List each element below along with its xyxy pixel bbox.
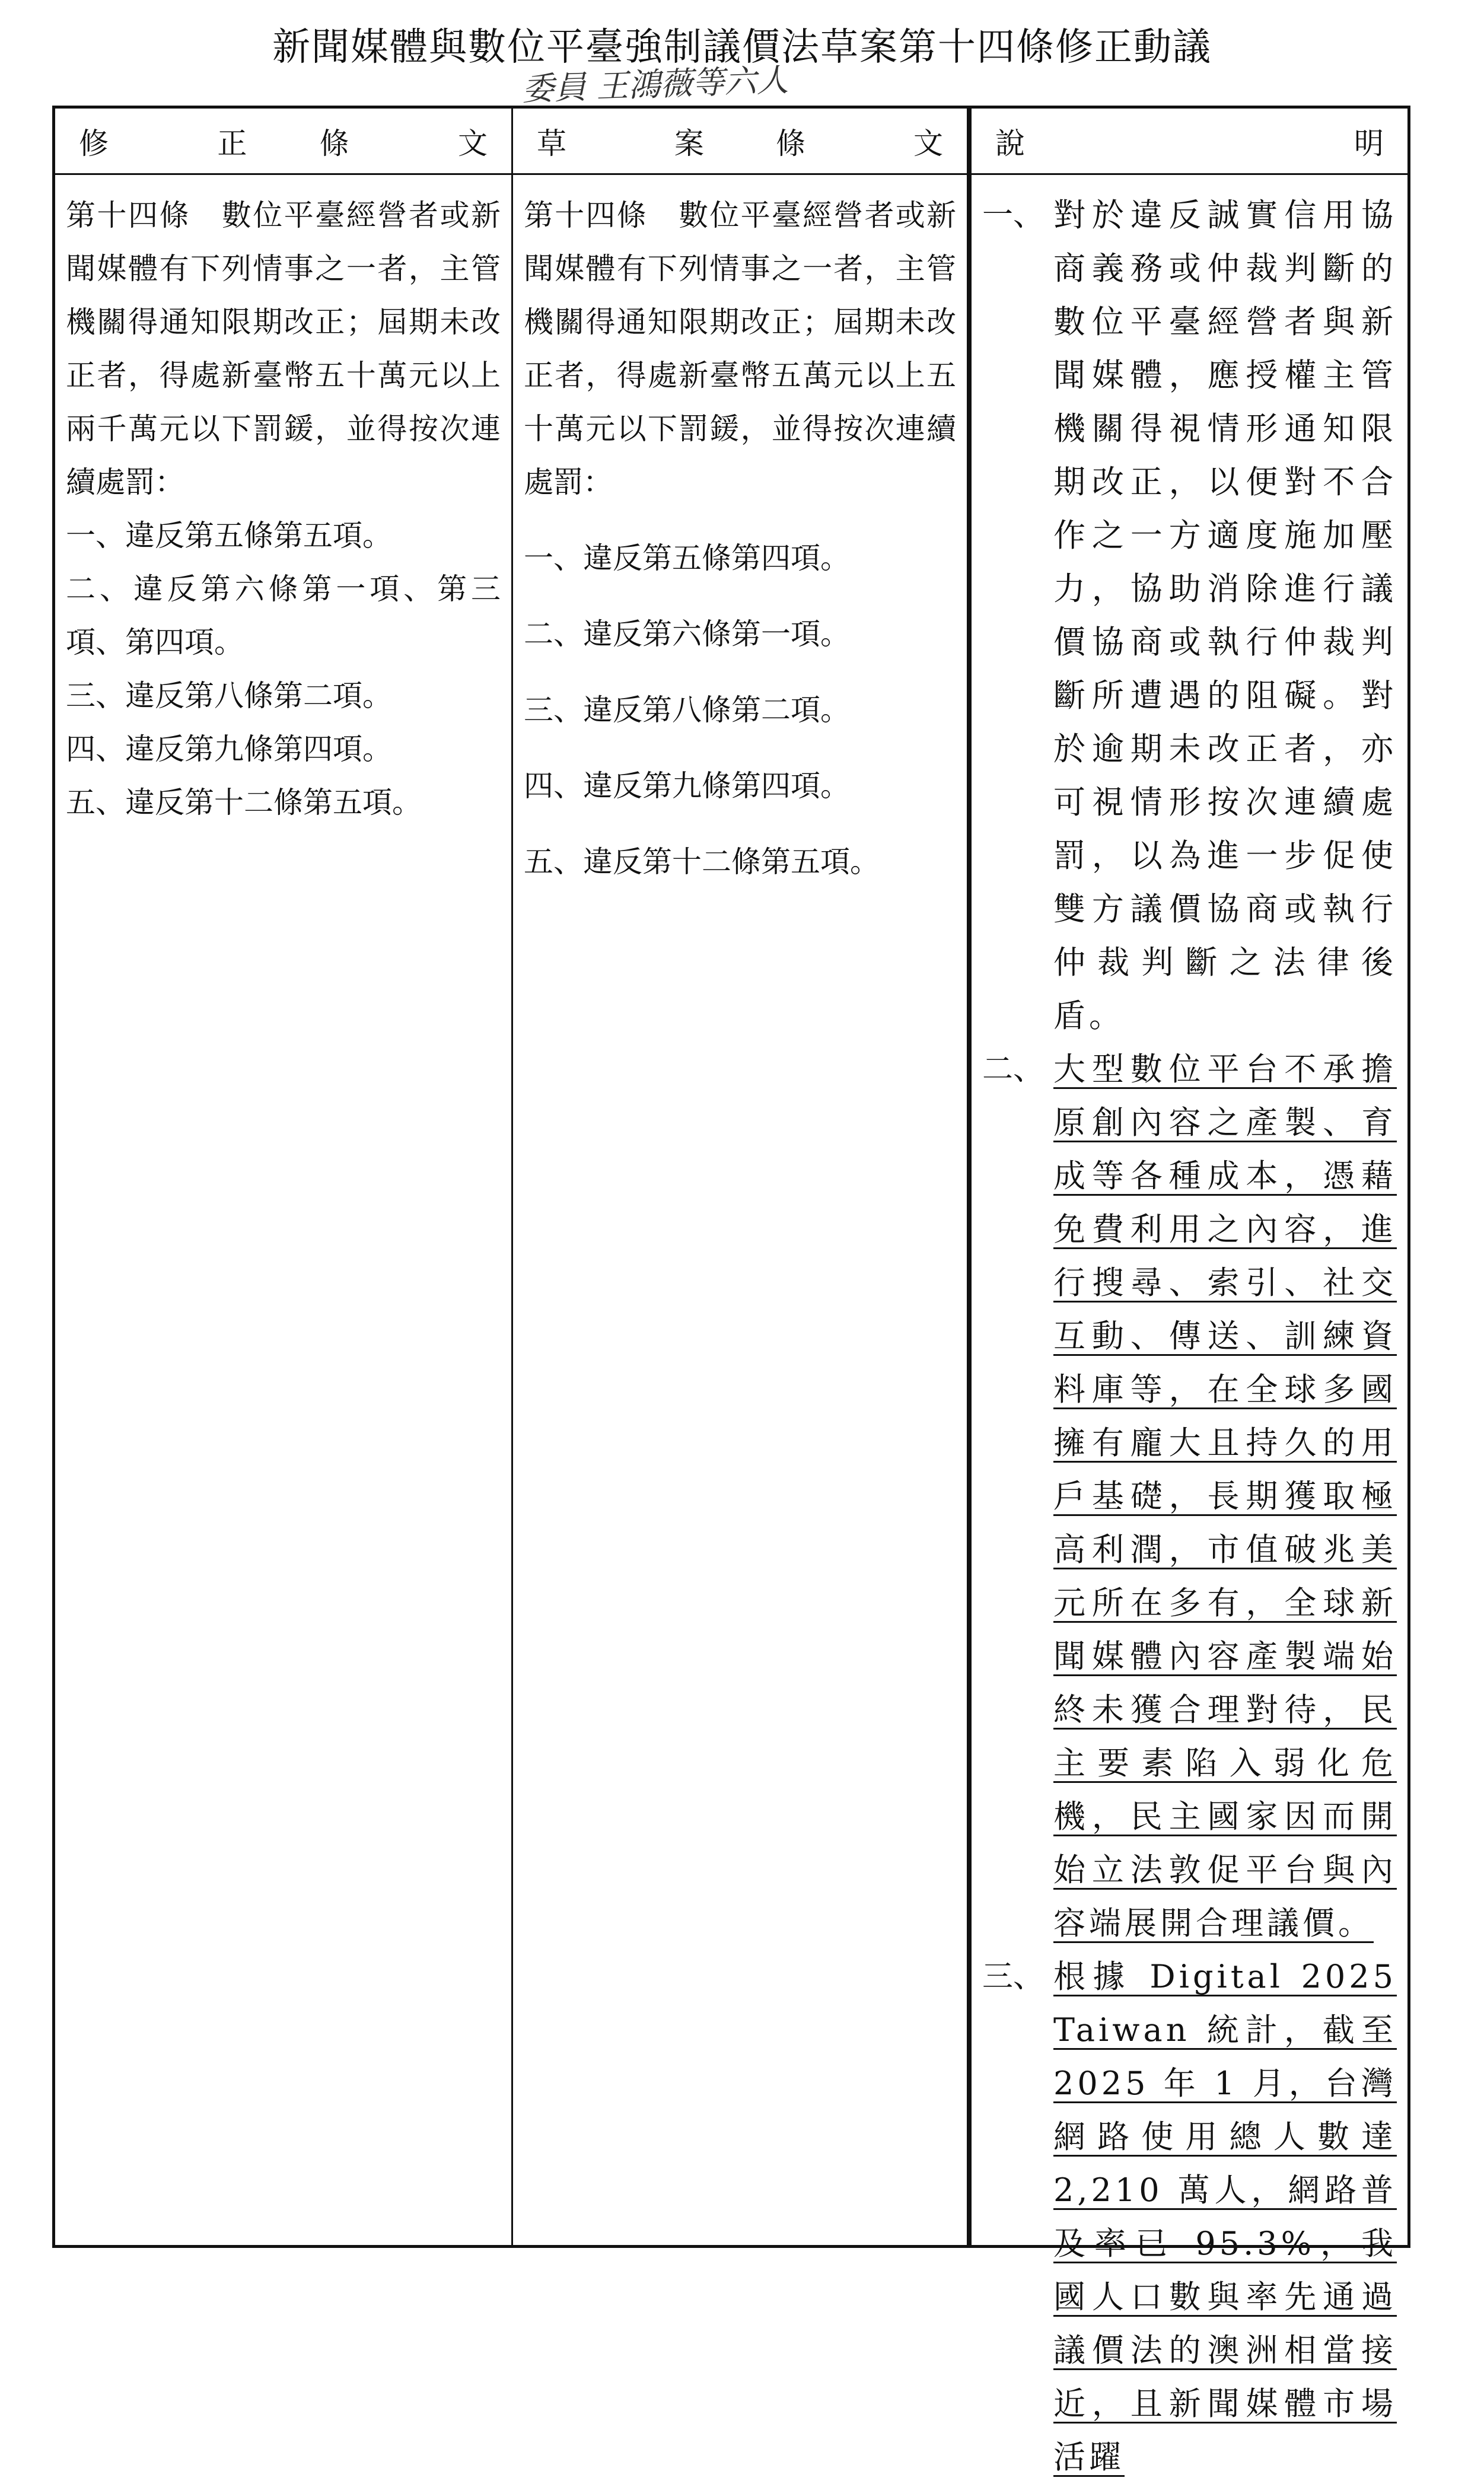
draft-item: 一、違反第五條第四項。 [524,541,850,575]
header-amended: 修 正 條 文 [55,109,511,175]
draft-item: 二、違反第六條第一項。 [524,617,850,651]
column-explanation [970,109,1407,2476]
explanation-note: 二、 大型數位平台不承擔原創內容之產製、育成等各種成本，憑藉免費利用之內容，進行搜尋、索引、社交互動、傳送、訓練資料庫等，在全球多國擁有龐大且持久的用戶基礎，長期獲取極高利潤，市值破兆美元所在多有，全球新聞媒體內容產製端始終未獲合理對待，民主要素陷入弱化危機，民主國家因而開始立法敦促平台與內容端展開合理議價。 [982,1050,1397,1942]
amended-item: 三、違反第八條第二項。 [66,679,392,713]
handwritten-signature: 委員 王鴻薇等六人 [521,61,789,108]
header-draft: 草 案 條 文 [513,109,967,175]
draft-item: 四、違反第九條第四項。 [524,769,850,803]
amended-item: 四、違反第九條第四項。 [66,732,392,766]
comparison-table [52,106,1410,2476]
column-draft-text [513,109,970,2245]
amended-item: 五、違反第十二條第五項。 [66,785,422,820]
explanation-note: 三、 根據 Digital 2025 Taiwan 統計，截至 2025 年 1 月，台灣網路使用總人數達 2,210 萬人，網路普及率已 95.3%，我國人口數與率先通過議價法的澳洲相當接近，且新聞媒體市場活躍 [982,1958,1397,2476]
draft-item: 五、違反第十二條第五項。 [524,845,880,879]
explanation-note: 一、 對於違反誠實信用協商義務或仲裁判斷的數位平臺經營者與新聞媒體，應授權主管機關得視情形通知限期改正，以便對不合作之一方適度施加壓力，協助消除進行議價協商或執行仲裁判斷所遭遇的阻礙。對於逾期未改正者，亦可視情形按次連續處罰，以為進一步促使雙方議價協商或執行仲裁判斷之法律後盾。 [982,196,1397,1034]
draft-intro: 第十四條 數位平臺經營者或新聞媒體有下列情事之一者，主管機關得通知限期改正；屆期未改正者，得處新臺幣五萬元以上五十萬元以下罰鍰，並得按次連續處罰： [524,198,956,499]
amended-intro: 第十四條 數位平臺經營者或新聞媒體有下列情事之一者，主管機關得通知限期改正；屆期未改正者，得處新臺幣五十萬元以上兩千萬元以下罰鍰，並得按次連續處罰： [66,198,501,499]
amended-item: 一、違反第五條第五項。 [66,518,392,553]
document-title: 新聞媒體與數位平臺強制議價法草案第十四條修正動議 [272,26,1212,69]
draft-item: 三、違反第八條第二項。 [524,693,850,727]
column-amended-text [55,109,513,2245]
amended-item: 二、違反第六條第一項、第三項、第四項。 [66,572,501,660]
header-explanation: 說 明 [972,109,1407,175]
